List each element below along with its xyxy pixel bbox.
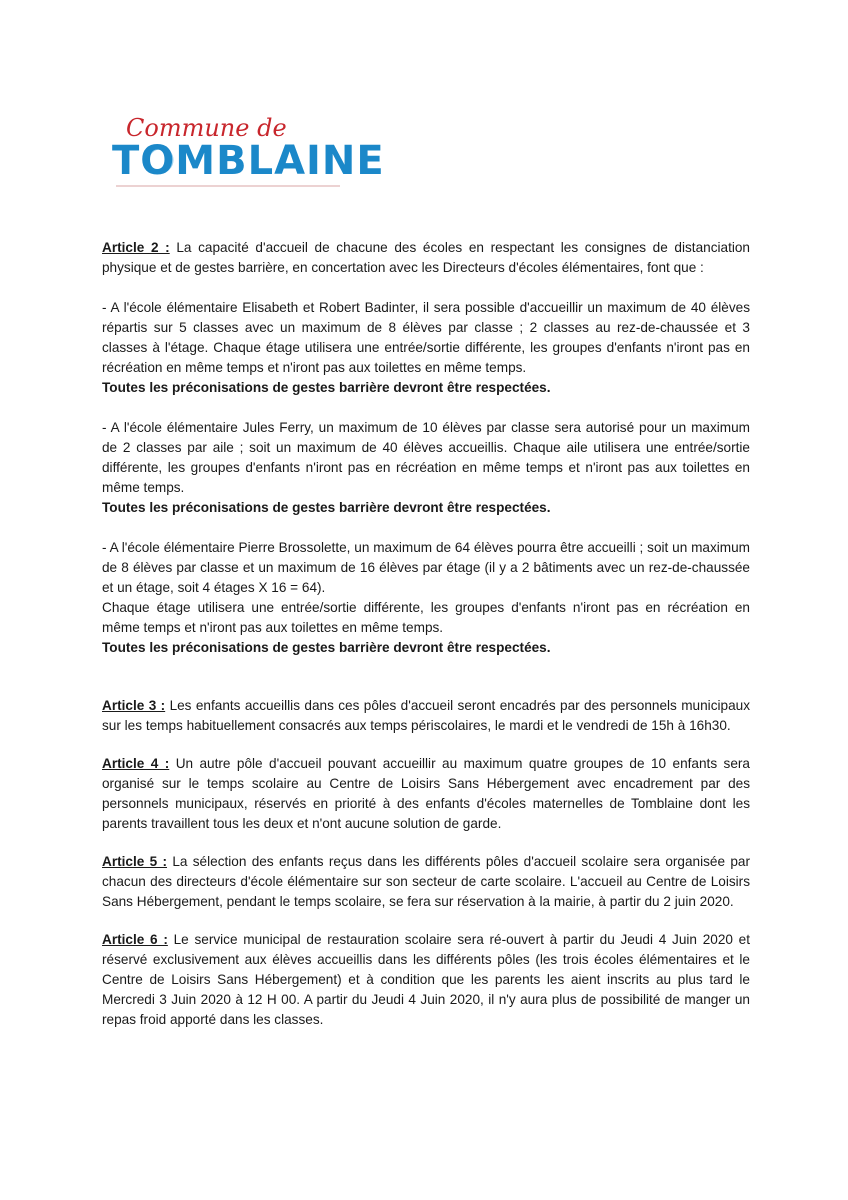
article-4-text: Un autre pôle d'accueil pouvant accueillir au maximum quatre groupes de 10 enfants sera organisé sur le temps scolaire au Centre de Loisirs Sans Hébergement avec encadrement par des personnels municipaux, réservés en priorité à des enfants d'écoles maternelles de Tomblaine dont les parents travaillent tous les deux et n'ont aucune solution de garde. [102,756,750,831]
badinter-barrier-note: Toutes les préconisations de gestes barrière devront être respectées. [102,380,551,395]
brossolette-paragraph-2: Chaque étage utilisera une entrée/sortie différente, les groupes d'enfants n'iront pas en récréation en même temps et n'iront pas aux toilettes en même temps. [102,600,750,635]
article-5 [102,852,750,912]
article-4 [102,754,750,834]
tomblaine-logo-graphic [108,108,385,190]
article-6-text: Le service municipal de restauration scolaire sera ré-ouvert à partir du Jeudi 4 Juin 2020 et réservé exclusivement aux élèves accueillis dans les différents pôles (les trois écoles élémentaires et le Centre de Loisirs Sans Hébergement) et à condition que les parents les aient inscrits au plus tard le Mercredi 3 Juin 2020 à 12 H 00. A partir du Jeudi 4 Juin 2020, il n'y aura plus de possibilité de manger un repas froid apporté dans les classes. [102,932,751,1027]
article-2-heading: Article 2 : [102,240,170,255]
article-5-text: La sélection des enfants reçus dans les différents pôles d'accueil scolaire sera organisée par chacun des directeurs d'école élémentaire sur son secteur de carte scolaire. L'accueil au Centre de Loisirs Sans Hébergement, pendant le temps scolaire, se fera sur réservation à la mairie, à partir du 2 juin 2020. [102,854,750,909]
article-3-heading: Article 3 : [102,698,166,713]
brossolette-barrier-note: Toutes les préconisations de gestes barrière devront être respectées. [102,640,551,655]
document-body [102,238,750,1030]
article-6 [102,930,750,1030]
logo-main-text: TOMBLAINE [112,138,385,184]
article-6-heading: Article 6 : [102,932,168,947]
article-3-text: Les enfants accueillis dans ces pôles d'accueil seront encadrés par des personnels municipaux sur les temps habituellement consacrés aux temps périscolaires, le mardi et le vendredi de 15h à 16h30. [102,698,750,733]
ferry-barrier-note: Toutes les préconisations de gestes barrière devront être respectées. [102,500,551,515]
article-2-intro-text: La capacité d'accueil de chacune des écoles en respectant les consignes de distanciation physique et de gestes barrière, en concertation avec les Directeurs d'écoles élémentaires, font que : [102,240,750,275]
logo-script-text: Commune de [126,114,287,142]
article-3 [102,696,750,736]
ferry-paragraph: - A l'école élémentaire Jules Ferry, un maximum de 10 élèves par classe sera autorisé pour un maximum de 2 classes par aile ; soit un maximum de 40 élèves accueillis. Chaque aile utilisera une entrée/sortie différente, les groupes d'enfants n'iront pas en récréation en même temps et n'iront pas aux toilettes en même temps. [102,420,750,495]
article-2-intro [102,238,750,278]
brossolette-paragraph: - A l'école élémentaire Pierre Brossolette, un maximum de 64 élèves pourra être accueilli ; soit un maximum de 8 élèves par classe et un maximum de 16 élèves par étage (il y a 2 bâtiments avec un rez-de-chaussée et un étage, soit 4 étages X 16 = 64). [102,540,750,595]
badinter-paragraph: - A l'école élémentaire Elisabeth et Robert Badinter, il sera possible d'accueillir un maximum de 40 élèves répartis sur 5 classes avec un maximum de 8 élèves par classe ; 2 classes au rez-de-chaussée et 3 classes à l'étage. Chaque étage utilisera une entrée/sortie différente, les groupes d'enfants n'iront pas en récréation en même temps et n'iront pas aux toilettes en même temps. [102,300,750,375]
commune-logo [108,108,385,190]
article-4-heading: Article 4 : [102,756,170,771]
article-5-heading: Article 5 : [102,854,168,869]
